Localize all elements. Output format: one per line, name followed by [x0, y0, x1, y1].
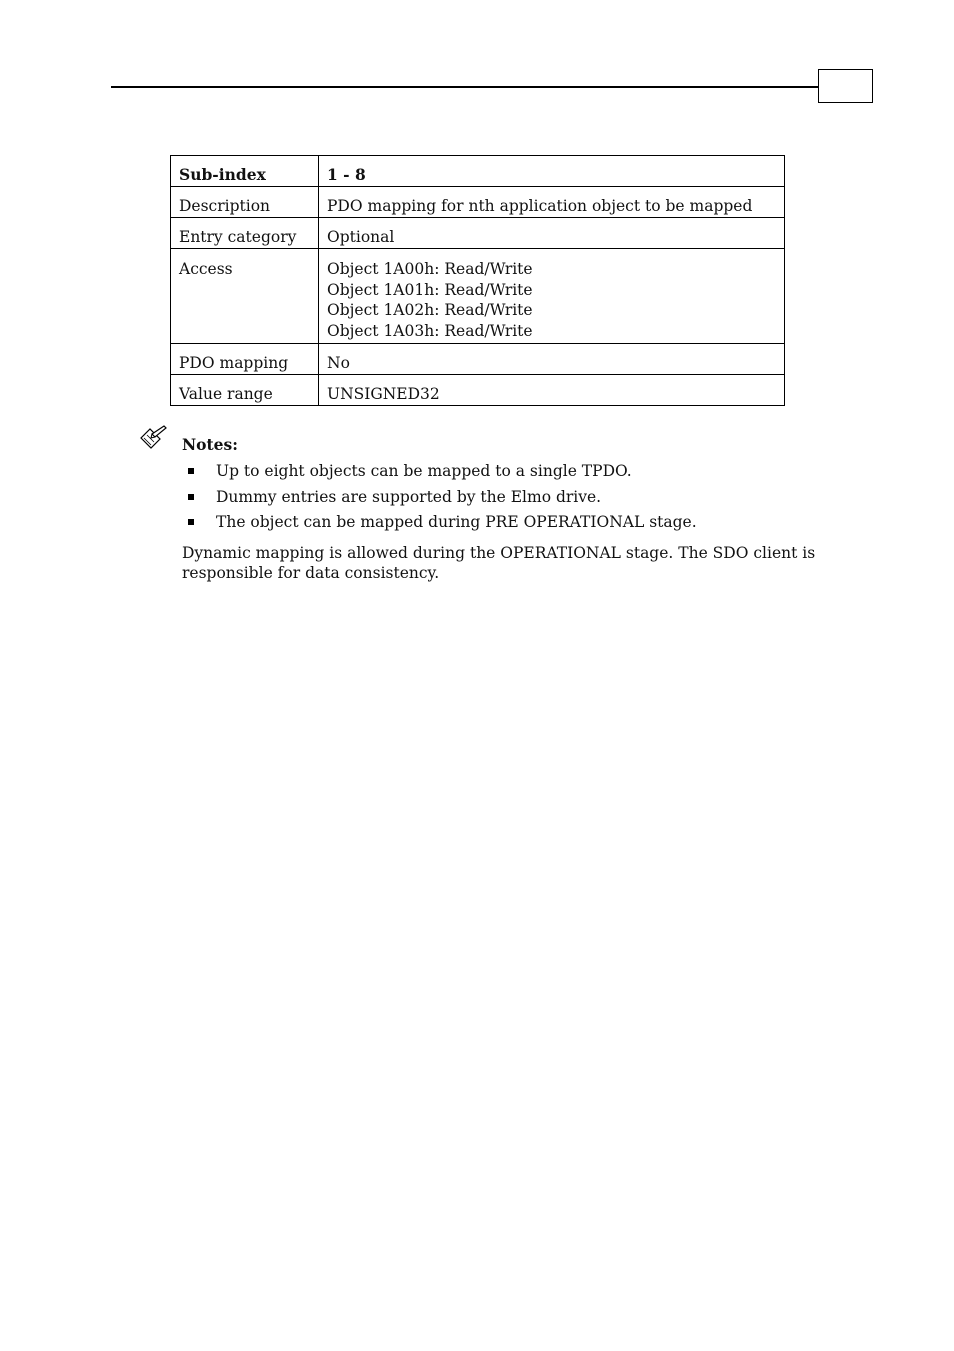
access-line: Object 1A03h: Read/Write — [327, 321, 533, 340]
table-value-cell: PDO mapping for nth application object to be mapped — [319, 187, 785, 218]
bullet-icon — [188, 468, 194, 474]
list-item — [182, 461, 697, 487]
table-key-cell: Value range — [171, 375, 319, 406]
bullet-icon — [188, 494, 194, 500]
table-key-cell: Description — [171, 187, 319, 218]
body-paragraph: Dynamic mapping is allowed during the OPERATIONAL stage. The SDO client is responsible for data consistency. — [182, 544, 816, 582]
table-row — [171, 375, 785, 406]
notes-list — [182, 461, 697, 538]
table-value-cell: No — [319, 344, 785, 375]
notes-title: Notes: — [182, 435, 238, 454]
table-row — [171, 344, 785, 375]
page-number-box — [818, 69, 873, 103]
list-item — [182, 512, 697, 538]
list-item — [182, 487, 697, 513]
table-key-cell: PDO mapping — [171, 344, 319, 375]
table-header-row — [171, 156, 785, 187]
table-value-cell — [319, 249, 785, 344]
table-value-cell: Optional — [319, 218, 785, 249]
list-item-text: Up to eight objects can be mapped to a single TPDO. — [216, 462, 632, 480]
table-key-cell: Sub-index — [171, 156, 319, 187]
access-line: Object 1A01h: Read/Write — [327, 280, 533, 299]
bullet-icon — [188, 519, 194, 525]
object-spec-table — [170, 155, 785, 406]
access-line: Object 1A00h: Read/Write — [327, 260, 533, 278]
table-key-cell: Entry category — [171, 218, 319, 249]
list-item-text: Dummy entries are supported by the Elmo drive. — [216, 487, 602, 506]
table-key-cell: Access — [171, 249, 319, 344]
access-line: Object 1A02h: Read/Write — [327, 301, 533, 319]
table-row — [171, 218, 785, 249]
note-pen-icon — [138, 424, 168, 452]
list-item-text: The object can be mapped during PRE OPERATIONAL stage. — [216, 513, 697, 531]
table-row — [171, 249, 785, 344]
table-value-cell: UNSIGNED32 — [319, 375, 785, 406]
table-value-cell: 1 - 8 — [319, 156, 785, 187]
header-rule — [111, 86, 819, 88]
table-row — [171, 187, 785, 218]
